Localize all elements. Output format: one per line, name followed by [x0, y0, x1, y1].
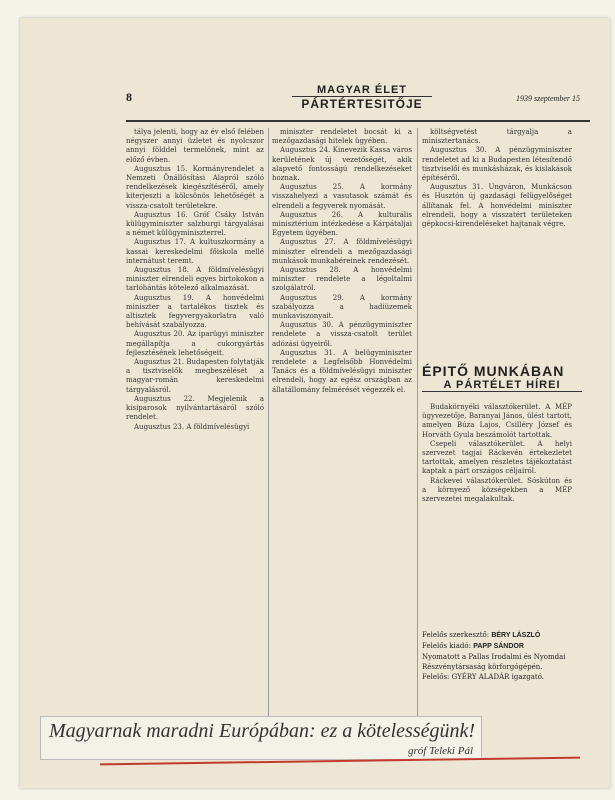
- paragraph: Augusztus 17. A kultuszkormány a kassai kereskedelmi főiskola mellé internátust teremt.: [126, 238, 264, 265]
- paragraph: Augusztus 26. A kulturális minisztérium intézkedése a Kárpátaljai Egyetem ügyében.: [272, 210, 412, 238]
- paragraph: Augusztus 25. A kormány visszahelyezi a vasutasok számát és elrendeli a fegyverek nyomását.: [272, 183, 412, 210]
- article-column-1: [126, 128, 264, 768]
- article-column-3: [422, 128, 572, 360]
- issue-date: 1939 szeptember 15: [516, 94, 580, 103]
- paragraph: Augusztus 31. Ungváron, Munkácson és Husztón új gazdasági felügyelőséget állítanak fel. A honvédelmi miniszter elrendeli, hogy a visszatért területeken gépkocsi-kirendeléseket hajtanak végre.: [422, 183, 572, 229]
- paragraph: Augusztus 24. Kinevezik Kassa város kerületének új vezetőségét, akik alapvető fontosságú rendelkezéseket hoznak.: [272, 146, 412, 183]
- paragraph: Ráckevei választókerület. Sóskúton és a környező községekben a MÉP szervezetei megalakultak.: [422, 476, 572, 504]
- article-column-2: [272, 128, 412, 768]
- publisher-name: PAPP SÁNDOR: [473, 643, 524, 650]
- paragraph: Augusztus 20. Az iparügyi miniszter megállapítja a cukorgyártás fejlesztésének lehetőségeit.: [126, 330, 264, 357]
- masthead-subtitle: PÁRTÉRTESITŐJE: [292, 96, 432, 111]
- paragraph: Augusztus 15. Kormányrendelet a Nemzeti Önállósítási Alapról szóló rendelkezések kiegészítéséről, amely kiterjeszti a kölcsönös lehetőségét a vissza-csatolt területekre.: [126, 164, 264, 210]
- editor-name: BÉRY LÁSZLÓ: [491, 632, 541, 639]
- paragraph: Augusztus 19. A honvédelmi miniszter a tartalékos tisztek és altisztek fegyvergyakorlatra való behívását szabályozza.: [126, 293, 264, 330]
- printer-line-3: Felelős: GYÉRY ALADÁR igazgató.: [422, 673, 545, 681]
- paragraph: Csepeli választókerület. A helyi szervezet tagjai Ráckevén értekezletet tartottak, amelyen részletes tájékoztatást kaptak a párt országos céljairól.: [422, 439, 572, 476]
- imprint: [422, 630, 572, 682]
- paragraph: Augusztus 16. Gróf Csáky István külügyminiszter salzburgi tárgyalásai a német külügyminiszterrel.: [126, 210, 264, 238]
- paragraph: miniszter rendeletet bocsát ki a mezőgazdasági hitelek ügyében.: [272, 128, 412, 146]
- page-content: [126, 18, 590, 788]
- paragraph: tálya jelenti, hogy az év első felében négyszer annyi üzletet és nyolcszor annyi földdel termelőnek, mint az előző évben.: [126, 128, 264, 164]
- editor-label: Felelős szerkesztő:: [422, 631, 490, 639]
- publisher-line: [422, 641, 572, 652]
- section-title: ÉPITŐ MUNKÁBAN: [422, 363, 565, 379]
- paragraph: Augusztus 22. Megjelenik a kisiparosok nyilvántartásáról szóló rendelet.: [126, 394, 264, 422]
- column-divider: [417, 128, 418, 718]
- paragraph: Augusztus 23. A földmívelésügyi: [134, 422, 250, 431]
- page-header: [126, 76, 590, 122]
- editor-line: [422, 630, 572, 641]
- paragraph: Budakörnyéki választókerület. A MÉP ügyvezetője, Baranyai János, ülést tartott, amelyen Búza Lajos, Csilléry József és Horváth Gyula beszámolót tartottak.: [422, 403, 572, 439]
- newspaper-page: [20, 18, 610, 788]
- page-number: 8: [126, 90, 132, 104]
- slogan-signature: gróf Teleki Pál: [408, 745, 473, 757]
- paragraph: Augusztus 28. A honvédelmi miniszter rendelete a légoltalmi szolgálatról.: [272, 266, 412, 293]
- paragraph: Augusztus 18. A földmívelésügyi miniszter elrendeli egyes birtokokon a tarlóhántás kötelező alkalmazását.: [126, 266, 264, 293]
- section-subtitle: A PÁRTÉLET HÍREI: [422, 379, 582, 392]
- paragraph: költségvetést tárgyalja a minisztertanács.: [422, 128, 572, 146]
- paragraph: Augusztus 31. A belügyminiszter rendelete a Legfelsőbb Honvédelmi Tanács és a földmívelésügyi miniszter elrendeli, hogy az egész országban az állatállomány felmérését végezzék el.: [272, 348, 412, 394]
- printer-line-1: Nyomatott a Pallas Irodalmi és Nyomdai: [422, 653, 566, 661]
- paragraph: Augusztus 29. A kormány szabályozza a hadiüzemek munkaviszonyait.: [272, 293, 412, 321]
- slogan-banner: [40, 716, 482, 760]
- slogan-text: Magyarnak maradni Európában: ez a kötelességünk!: [49, 720, 476, 742]
- paragraph: Augusztus 21. Budapesten folytatják a tisztviselők megbeszélését a magyar-román kereskedelmi tárgyalásról.: [126, 358, 264, 394]
- publisher-label: Felelős kiadó:: [422, 642, 471, 650]
- paragraph: Augusztus 30. A pénzügyminiszter rendelete a vissza-csatolt terület adózási ügyeiről.: [272, 321, 412, 348]
- paragraph: Augusztus 30. A pénzügyminiszter rendeletet ad ki a Budapesten létesítendő tisztviselői és munkásházak, és kislakások építéséről.: [422, 146, 572, 183]
- paragraph: Augusztus 27. A földmívelésügyi miniszter elrendeli a mezőgazdasági munkások munkabéreinek rendezését.: [272, 238, 412, 265]
- section-heading: [422, 363, 582, 392]
- column-divider: [268, 128, 269, 718]
- header-rule: [126, 120, 590, 122]
- masthead-title: MAGYAR ÉLET: [316, 84, 408, 96]
- printer-line-2: Részvénytársaság körforgógépén.: [422, 663, 543, 671]
- masthead: [292, 84, 432, 111]
